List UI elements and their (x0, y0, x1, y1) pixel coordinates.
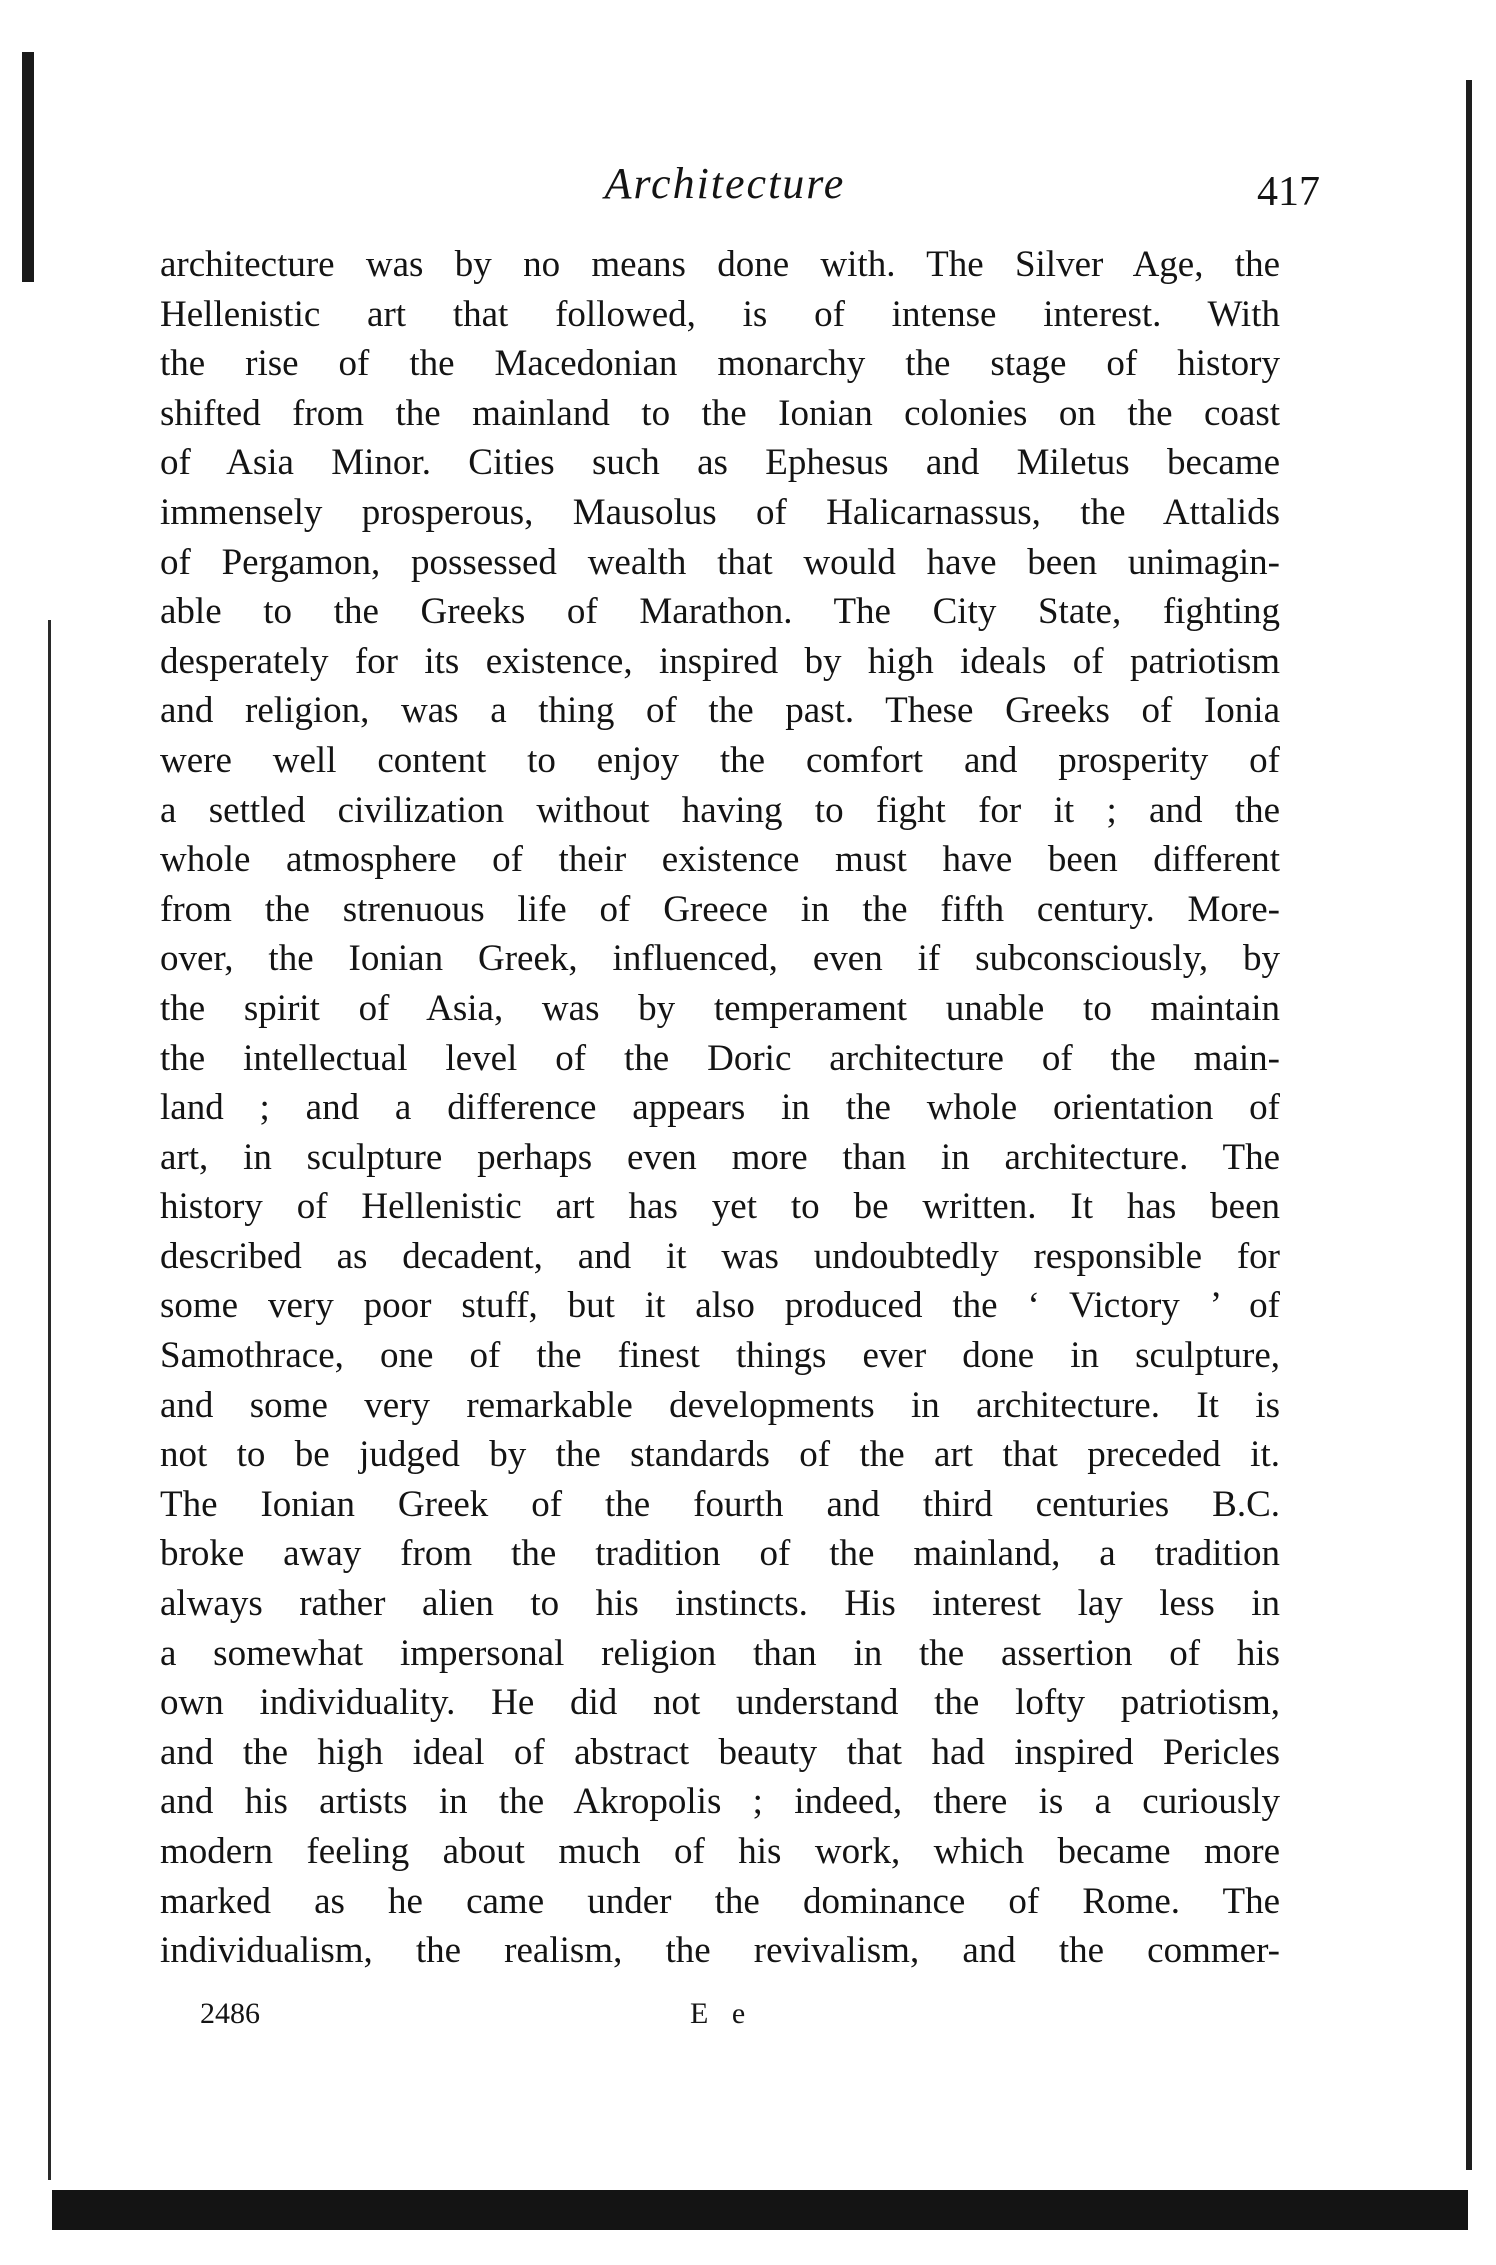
text-line: not to be judged by the standards of the art that preceded it. (160, 1434, 1280, 1476)
scan-border-left-thin (48, 620, 51, 2180)
text-line: land ; and a difference appears in the whole orientation of (160, 1087, 1280, 1129)
text-line: Hellenistic art that followed, is of intense interest. With (160, 293, 1280, 335)
text-line: whole atmosphere of their existence must have been different (160, 839, 1280, 881)
text-line: immensely prosperous, Mausolus of Halicarnassus, the Attalids (160, 491, 1280, 533)
text-line: broke away from the tradition of the mainland, a tradition (160, 1533, 1280, 1575)
text-line: able to the Greeks of Marathon. The City State, fighting (160, 591, 1280, 633)
text-line: modern feeling about much of his work, which became more (160, 1831, 1280, 1872)
text-line: always rather alien to his instincts. His interest lay less in (160, 1583, 1280, 1625)
text-line: the intellectual level of the Doric architecture of the main- (160, 1037, 1280, 1079)
text-line: desperately for its existence, inspired by high ideals of patriotism (160, 640, 1280, 682)
text-line: art, in sculpture perhaps even more than in architecture. The (160, 1136, 1280, 1178)
text-line: of Pergamon, possessed wealth that would have been unimagin- (160, 541, 1280, 583)
text-line: were well content to enjoy the comfort and prosperity of (160, 739, 1280, 781)
text-line: shifted from the mainland to the Ionian colonies on the coast (160, 392, 1280, 434)
text-line: the rise of the Macedonian monarchy the stage of history (160, 343, 1280, 385)
page-number: 417 (1257, 169, 1320, 215)
text-line: and religion, was a thing of the past. These Greeks of Ionia (160, 690, 1280, 732)
text-line: Samothrace, one of the finest things ever done in sculpture, (160, 1335, 1280, 1377)
text-line: some very poor stuff, but it also produced the ‘ Victory ’ of (160, 1285, 1280, 1327)
text-line: the spirit of Asia, was by temperament unable to maintain (160, 987, 1280, 1029)
scan-border-bottom (52, 2190, 1468, 2230)
scan-border-left-thick (22, 52, 34, 282)
page-footer (160, 1997, 1280, 2037)
text-line: The Ionian Greek of the fourth and third centuries B.C. (160, 1483, 1280, 1525)
scan-border-right (1466, 80, 1472, 2170)
text-line: individualism, the realism, the revivalism, and the commer- (160, 1930, 1280, 1972)
text-line: own individuality. He did not understand the lofty patriotism, (160, 1682, 1280, 1724)
signature-mark: E e (690, 1997, 754, 2030)
text-line: over, the Ionian Greek, influenced, even if subconsciously, by (160, 938, 1280, 980)
running-head-title: Architecture (604, 159, 846, 208)
text-line: and the high ideal of abstract beauty that had inspired Pericles (160, 1731, 1280, 1773)
text-line: a settled civilization without having to fight for it ; and the (160, 789, 1280, 831)
text-line: described as decadent, and it was undoubtedly responsible for (160, 1235, 1280, 1277)
text-line: architecture was by no means done with. The Silver Age, the (160, 244, 1280, 285)
signature-number: 2486 (200, 1997, 260, 2030)
text-line: a somewhat impersonal religion than in the assertion of his (160, 1632, 1280, 1674)
text-line: and his artists in the Akropolis ; indeed, there is a curiously (160, 1781, 1280, 1823)
running-head (160, 158, 1320, 218)
text-line: of Asia Minor. Cities such as Ephesus and Miletus became (160, 442, 1280, 484)
text-line: marked as he came under the dominance of Rome. The (160, 1880, 1280, 1922)
text-line: from the strenuous life of Greece in the fifth century. More- (160, 888, 1280, 930)
text-line: and some very remarkable developments in architecture. It is (160, 1384, 1280, 1426)
text-line: history of Hellenistic art has yet to be written. It has been (160, 1186, 1280, 1228)
body-text (160, 240, 1280, 1976)
